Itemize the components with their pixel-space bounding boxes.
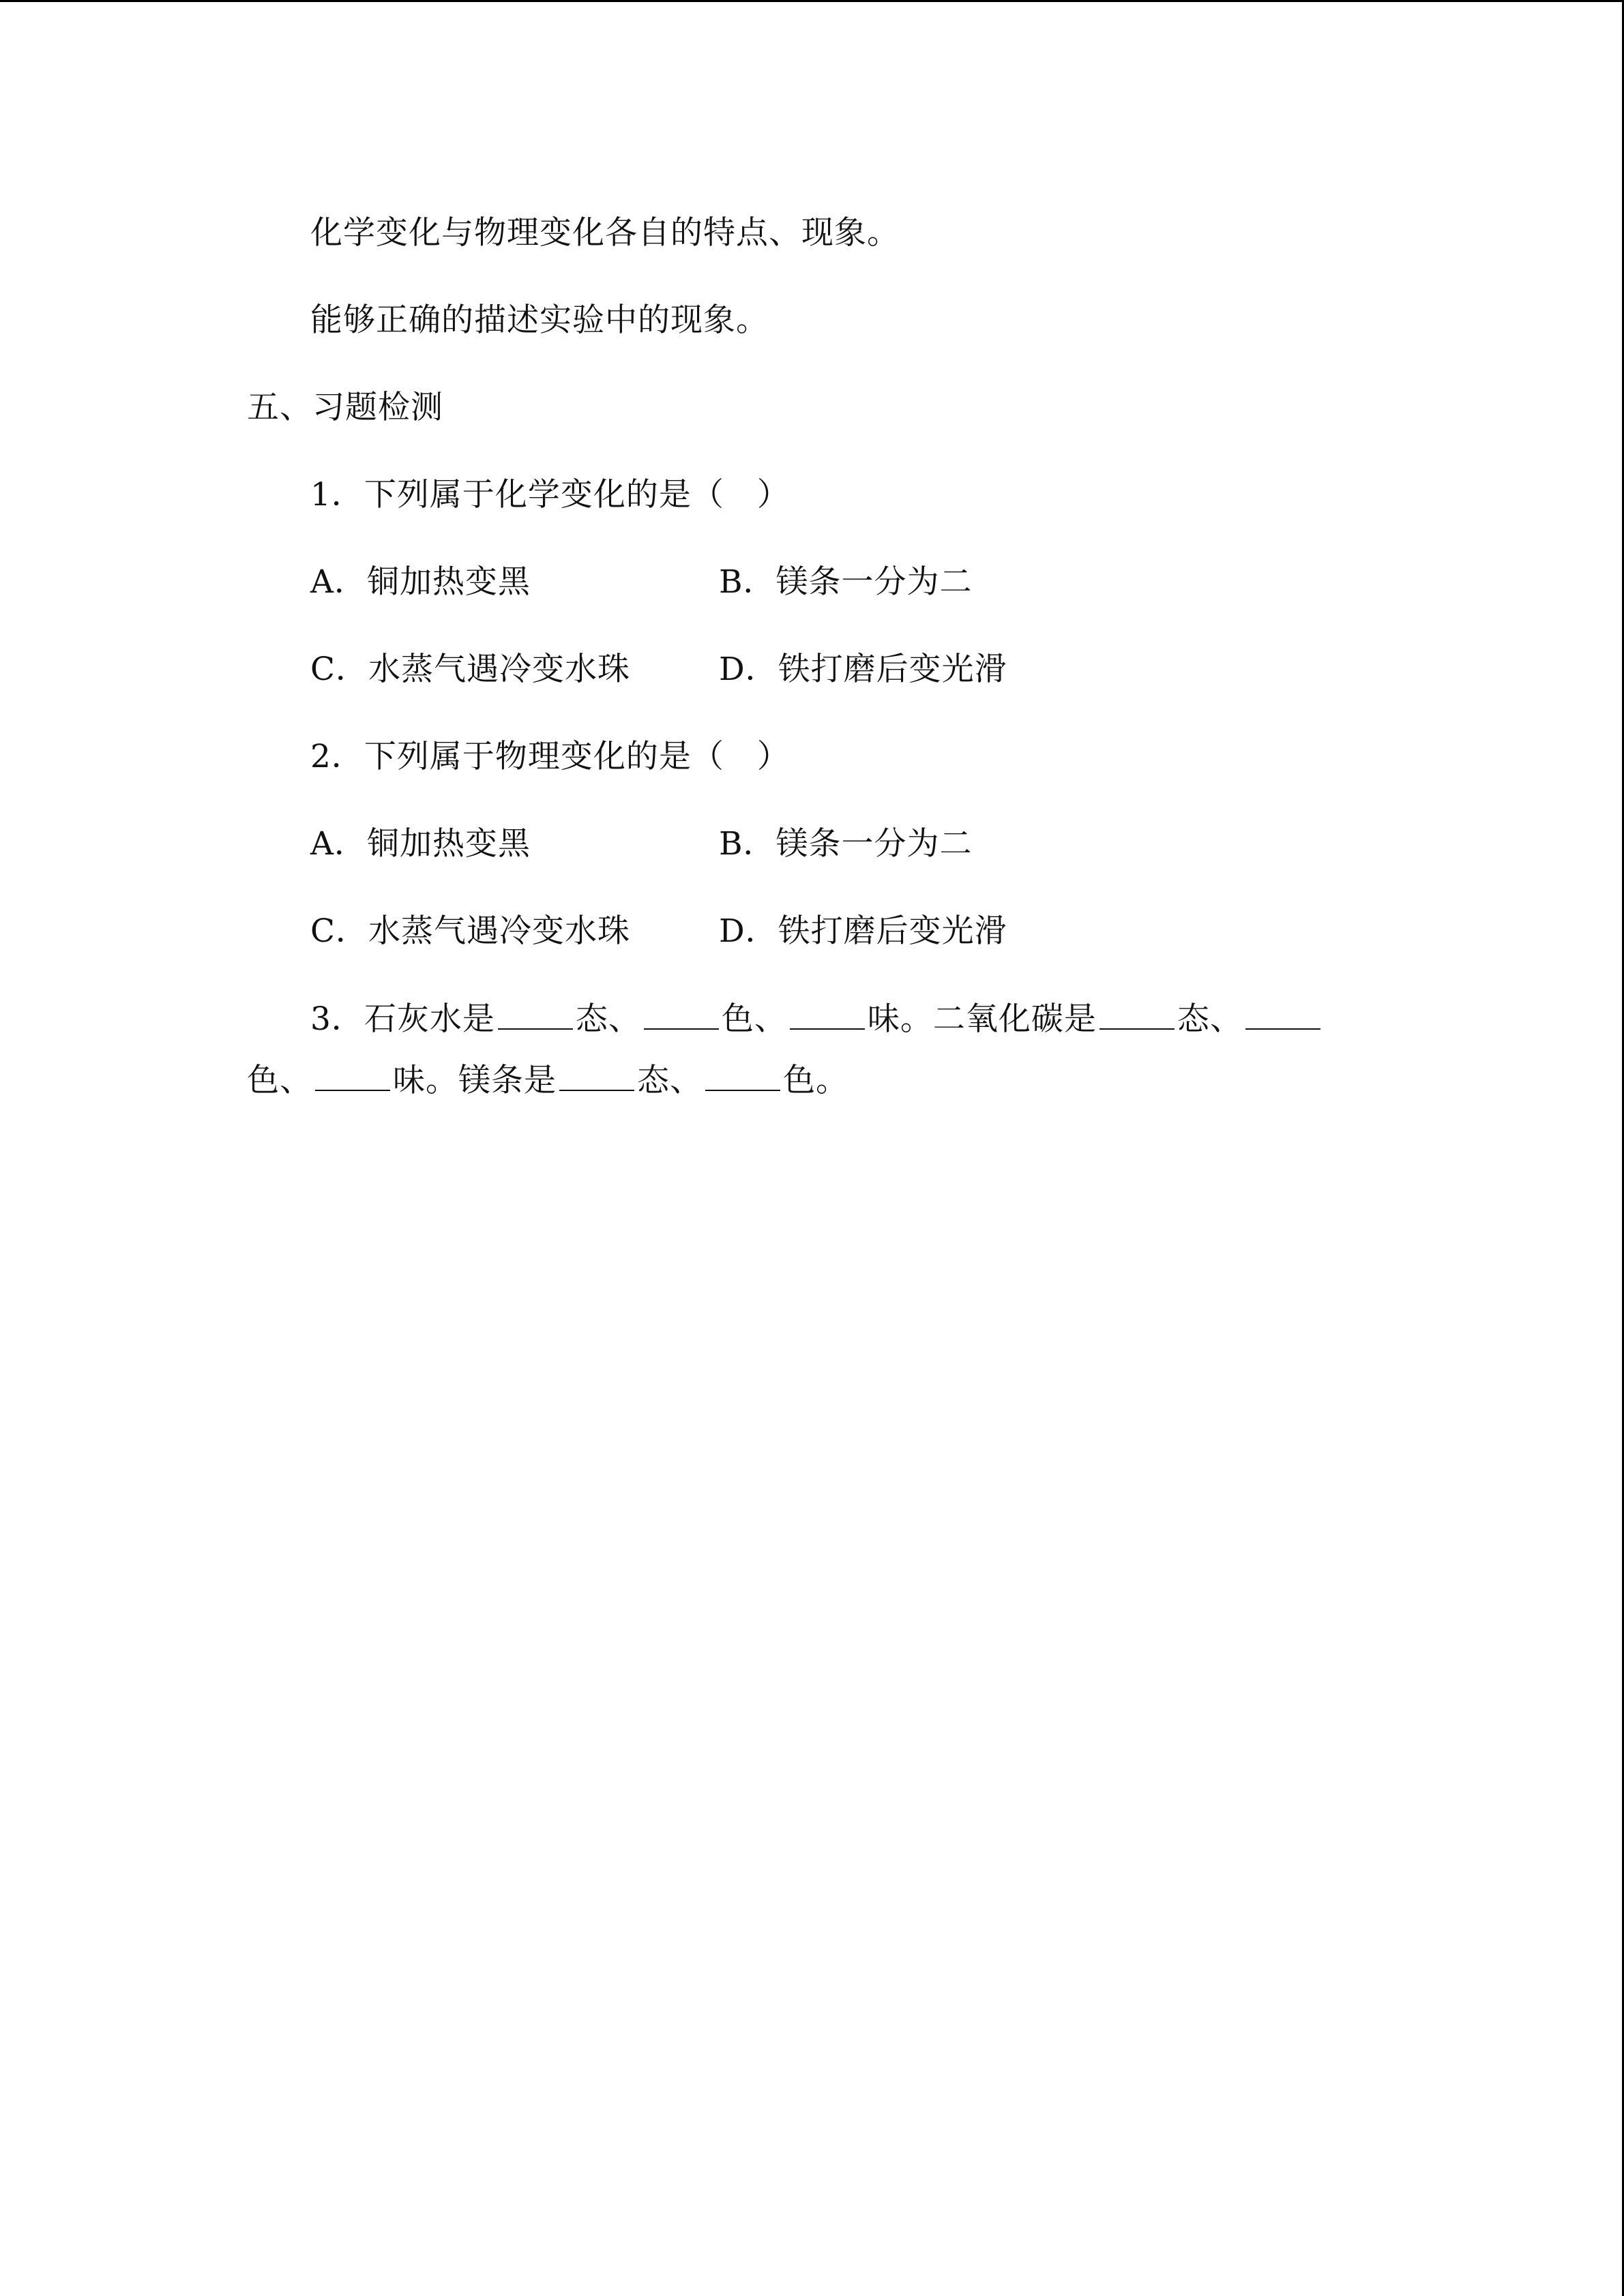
- question-3-line-2: [247, 1060, 848, 1101]
- fill-blank[interactable]: [559, 1060, 634, 1091]
- question-1-option-a: A．铜加热变黑: [310, 563, 531, 601]
- question-2-option-b: B．镁条一分为二: [719, 825, 973, 863]
- question-3-text-6: 色、: [247, 1062, 312, 1099]
- question-3-line-1: [310, 998, 1323, 1040]
- question-1-option-d: D．铁打磨后变光滑: [719, 651, 1007, 688]
- fill-blank[interactable]: [644, 998, 719, 1030]
- section-title: 五、习题检测: [247, 389, 443, 426]
- fill-blank[interactable]: [1099, 998, 1175, 1030]
- question-2-option-c: C．水蒸气遇冷变水珠: [310, 912, 630, 950]
- question-3-text-4: 味。二氧化碳是: [867, 1000, 1097, 1038]
- question-1-option-c: C．水蒸气遇冷变水珠: [310, 651, 630, 688]
- question-3-text-9: 色。: [783, 1062, 848, 1099]
- fill-blank[interactable]: [705, 1060, 780, 1091]
- paragraph-change-features: 化学变化与物理变化各自的特点、现象。: [310, 214, 900, 252]
- fill-blank[interactable]: [1245, 998, 1320, 1030]
- paragraph-describe-phenomena: 能够正确的描述实验中的现象。: [310, 301, 769, 339]
- question-3-text-1: 3．石灰水是: [310, 1000, 495, 1038]
- fill-blank[interactable]: [498, 998, 573, 1030]
- fill-blank[interactable]: [790, 998, 865, 1030]
- question-3-text-2: 态、: [575, 1000, 641, 1038]
- question-2-stem: 2．下列属于物理变化的是（ ）: [310, 738, 790, 775]
- question-3-text-3: 色、: [721, 1000, 787, 1038]
- fill-blank[interactable]: [315, 1060, 390, 1091]
- question-3-text-5: 态、: [1177, 1000, 1243, 1038]
- page-border-top: [0, 0, 1624, 2]
- question-3-text-8: 态、: [637, 1062, 703, 1099]
- question-2-option-a: A．铜加热变黑: [310, 825, 531, 863]
- question-3-text-7: 味。镁条是: [393, 1062, 557, 1099]
- question-1-option-b: B．镁条一分为二: [719, 563, 973, 601]
- question-2-option-d: D．铁打磨后变光滑: [719, 912, 1007, 950]
- question-1-stem: 1．下列属于化学变化的是（ ）: [310, 476, 790, 513]
